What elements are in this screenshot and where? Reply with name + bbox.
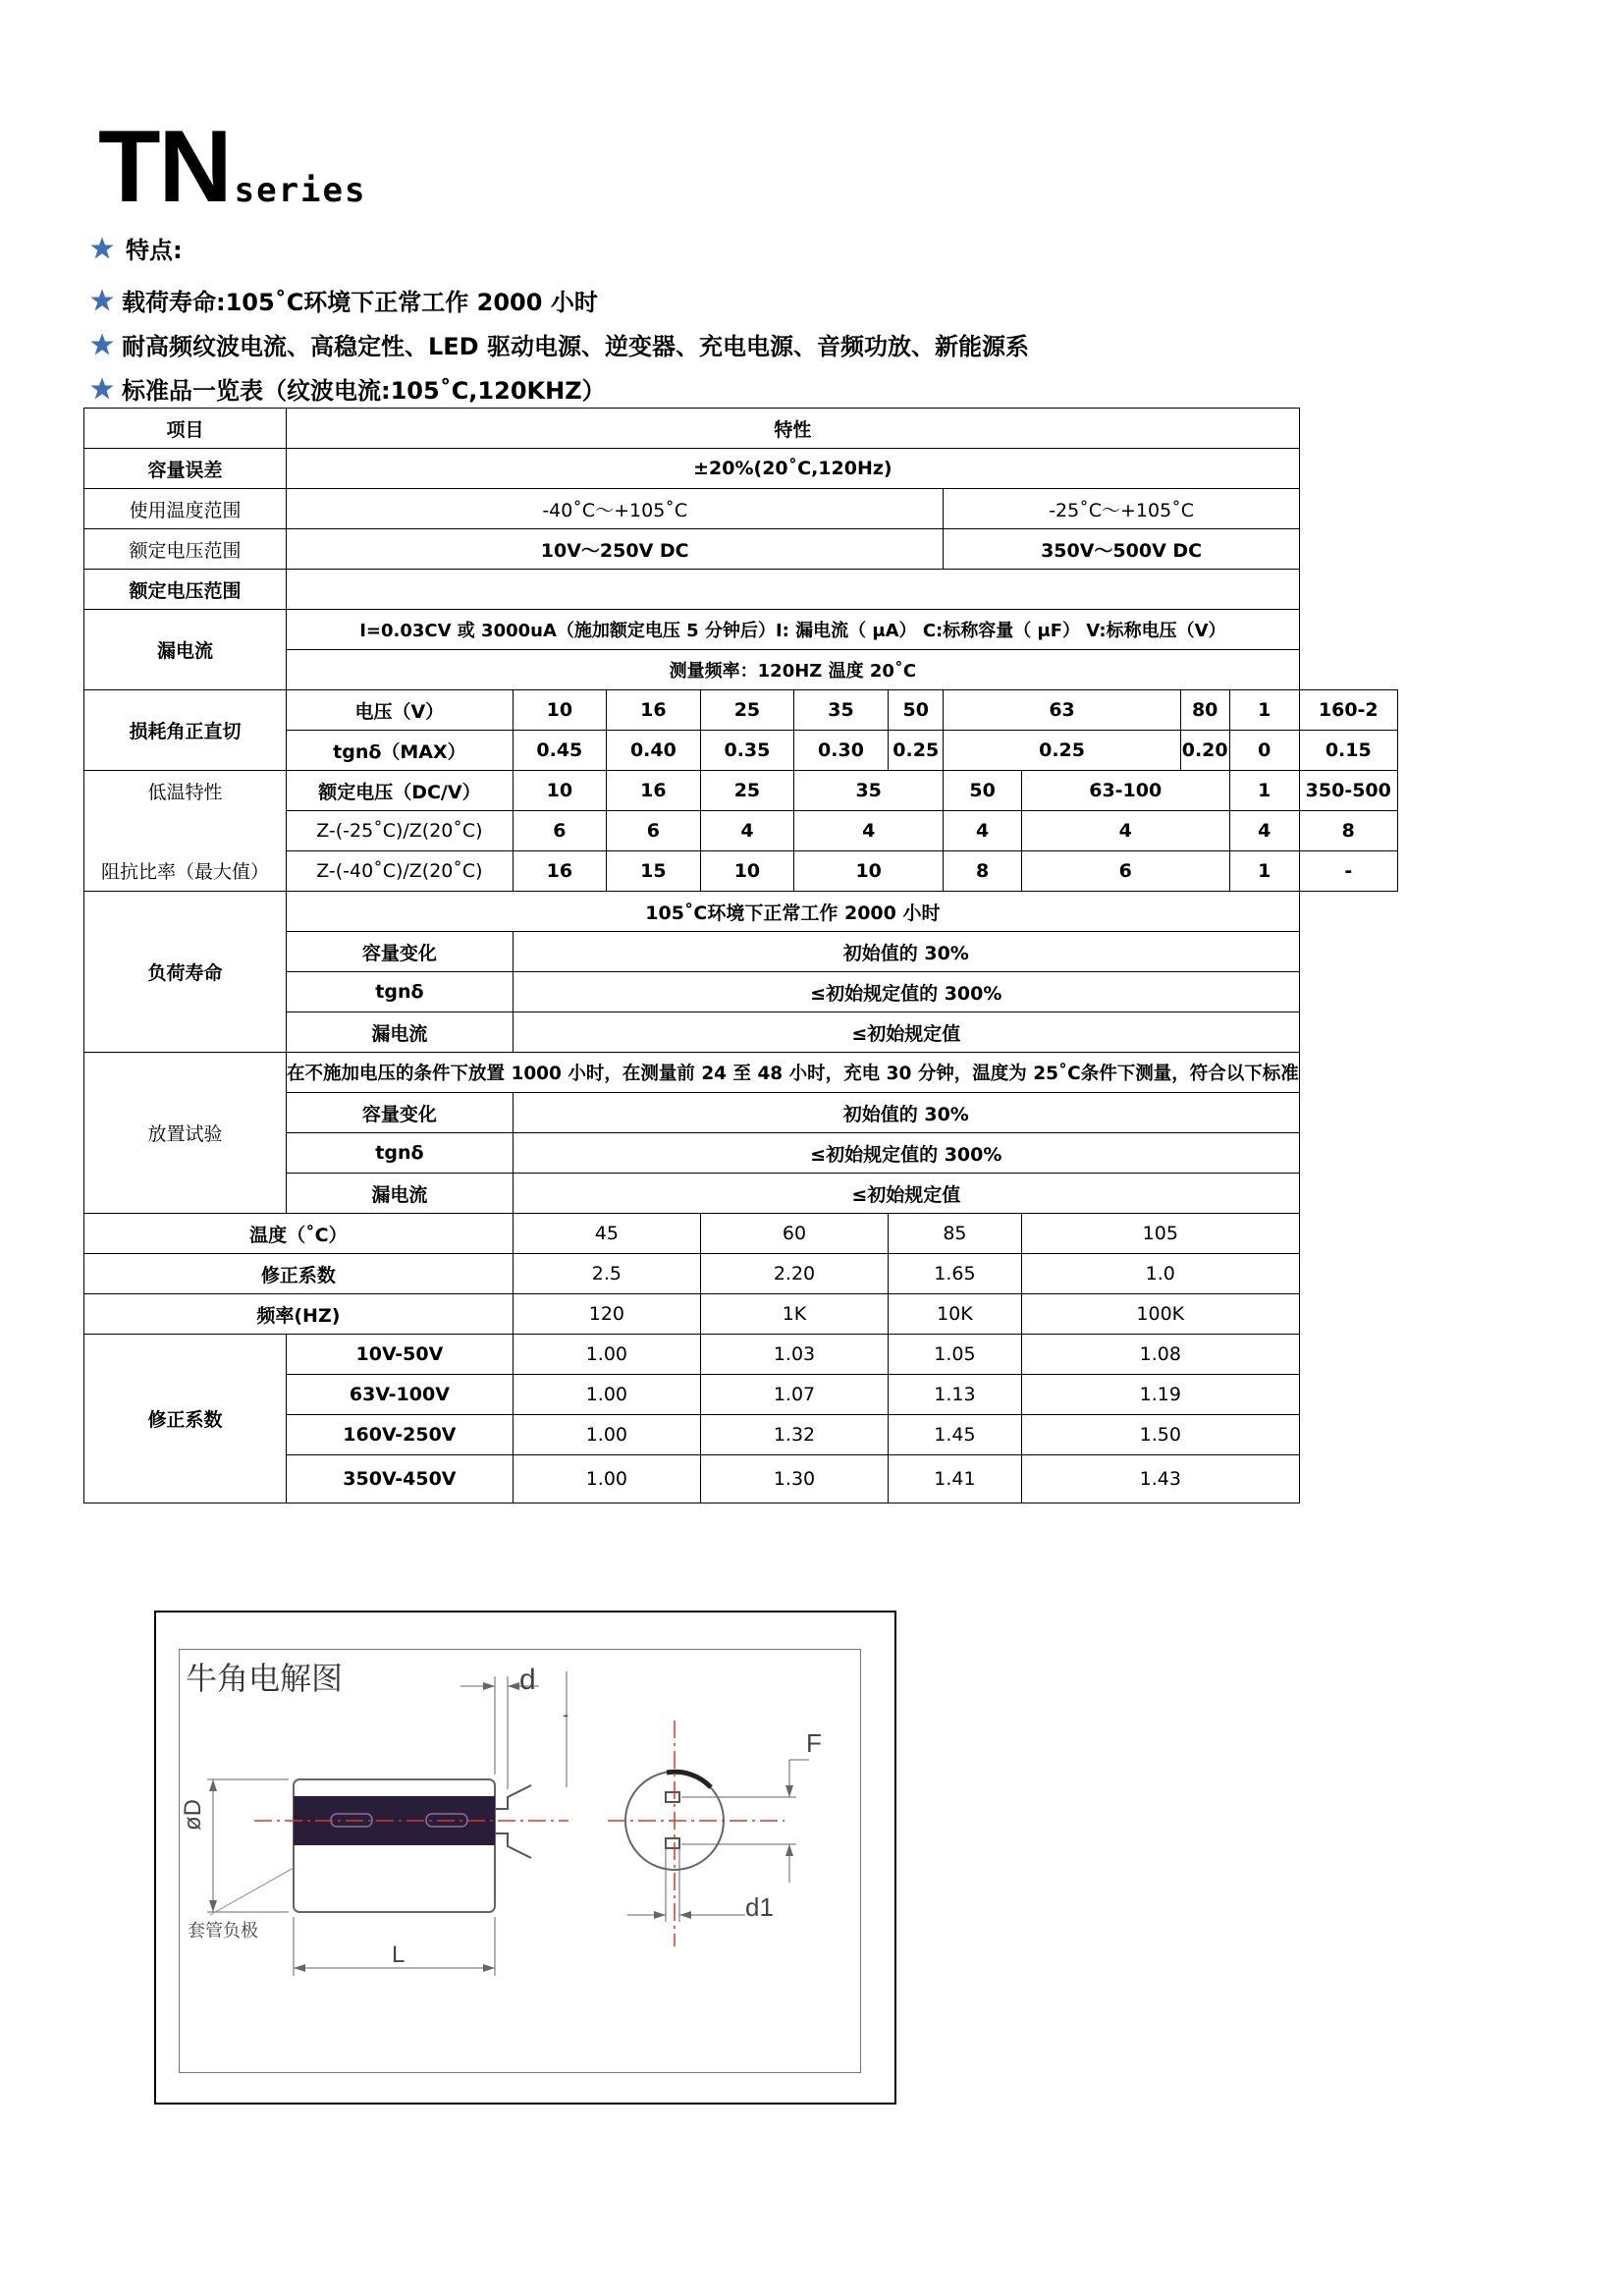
- series-suffix: series: [234, 171, 367, 210]
- table-cell: ±20%(20˚C,120Hz): [287, 449, 1300, 489]
- dim-label-phiD: øD: [180, 1799, 206, 1831]
- table-cell: 电压（V）: [287, 690, 514, 731]
- table-cell: 0.35: [700, 731, 793, 771]
- terminal-lead: [495, 1785, 531, 1809]
- table-cell: 10V-50V: [287, 1335, 514, 1375]
- table-cell: ≤初始规定值的 300%: [513, 1133, 1299, 1174]
- table-cell: 15: [606, 851, 700, 892]
- table-cell: 1.03: [700, 1335, 888, 1375]
- table-cell: 120: [513, 1294, 700, 1335]
- header-char: 特性: [287, 409, 1300, 449]
- table-cell: 100K: [1021, 1294, 1299, 1335]
- table-cell: -: [1299, 851, 1397, 892]
- table-row: [84, 610, 1398, 650]
- table-cell: 容量误差: [84, 449, 287, 489]
- table-cell: 1.43: [1021, 1455, 1299, 1503]
- terminal-lead: [495, 1833, 531, 1858]
- table-cell: 漏电流: [287, 1174, 514, 1214]
- table-cell: [84, 811, 287, 851]
- table-cell: [287, 570, 1300, 610]
- table-cell: 1.19: [1021, 1375, 1299, 1415]
- table-cell: 25: [700, 771, 793, 811]
- table-cell: 在不施加电压的条件下放置 1000 小时，在测量前 24 至 48 小时，充电 30 分钟，温度为 25˚C条件下测量，符合以下标准: [287, 1053, 1300, 1093]
- table-cell: 35: [793, 690, 888, 731]
- table-cell: 容量变化: [287, 932, 514, 972]
- table-row: [84, 449, 1398, 489]
- table-cell: 45: [513, 1214, 700, 1254]
- table-cell: 1.07: [700, 1375, 888, 1415]
- table-row: [84, 489, 1398, 529]
- table-cell: 4: [944, 811, 1021, 851]
- table-row: [84, 851, 1398, 892]
- table-cell: 63V-100V: [287, 1375, 514, 1415]
- terminal-pad: [666, 1838, 679, 1848]
- table-cell: ≤初始规定值: [513, 1174, 1299, 1214]
- table-cell: 1: [1229, 851, 1299, 892]
- star-icon: [88, 287, 116, 314]
- table-cell: tgnδ: [287, 972, 514, 1012]
- header-item: 项目: [84, 409, 287, 449]
- table-cell: 初始值的 30%: [513, 932, 1299, 972]
- table-cell: 10V～250V DC: [287, 529, 944, 570]
- table-cell: 修正系数: [84, 1335, 287, 1503]
- table-cell: 1.00: [513, 1335, 700, 1375]
- table-cell: 4: [1229, 811, 1299, 851]
- table-cell: 1.45: [889, 1415, 1022, 1455]
- table-cell: 1.05: [889, 1335, 1022, 1375]
- star-icon: [88, 375, 116, 403]
- table-cell: 额定电压范围: [84, 570, 287, 610]
- table-cell: 350V-450V: [287, 1455, 514, 1503]
- table-cell: 4: [1021, 811, 1229, 851]
- table-cell: 阻抗比率（最大值）: [84, 851, 287, 892]
- table-cell: 350-500: [1299, 771, 1397, 811]
- table-row: [84, 1053, 1398, 1093]
- table-cell: 温度（˚C）: [84, 1214, 514, 1254]
- table-cell: 1: [1229, 771, 1299, 811]
- table-cell: 4: [793, 811, 943, 851]
- table-cell: 80: [1180, 690, 1229, 731]
- star-icon: [88, 235, 116, 262]
- table-row: [84, 771, 1398, 811]
- terminal-pad: [666, 1792, 679, 1802]
- table-cell: 8: [944, 851, 1021, 892]
- table-row: [84, 1254, 1398, 1294]
- feature-item: 耐高频纹波电流、高稳定性、LED 驱动电源、逆变器、充电电源、音频功放、新能源系: [88, 327, 1029, 361]
- table-cell: 0.40: [606, 731, 700, 771]
- table-cell: 85: [889, 1214, 1022, 1254]
- table-cell: 16: [606, 771, 700, 811]
- table-cell: 0.25: [889, 731, 944, 771]
- table-cell: 低温特性: [84, 771, 287, 811]
- table-cell: tgnδ: [287, 1133, 514, 1174]
- figure-title: 牛角电解图: [186, 1660, 344, 1697]
- table-cell: 1.00: [513, 1455, 700, 1503]
- table-cell: -40˚C～+105˚C: [287, 489, 944, 529]
- table-row: [84, 811, 1398, 851]
- table-cell: 350V～500V DC: [944, 529, 1299, 570]
- table-cell: 10K: [889, 1294, 1022, 1335]
- table-cell: 35: [793, 771, 943, 811]
- table-cell: 10: [793, 851, 943, 892]
- table-row: [84, 1214, 1398, 1254]
- table-cell: 16: [513, 851, 606, 892]
- table-cell: 1.32: [700, 1415, 888, 1455]
- table-cell: 1.65: [889, 1254, 1022, 1294]
- table-cell: 16: [606, 690, 700, 731]
- table-cell: 1.41: [889, 1455, 1022, 1503]
- table-cell: 修正系数: [84, 1254, 514, 1294]
- table-cell: 25: [700, 690, 793, 731]
- table-cell: 105˚C环境下正常工作 2000 小时: [287, 892, 1300, 932]
- table-cell: 1.08: [1021, 1335, 1299, 1375]
- table-cell: 初始值的 30%: [513, 1093, 1299, 1133]
- table-cell: 1.13: [889, 1375, 1022, 1415]
- dim-label-F: F: [806, 1728, 822, 1758]
- table-cell: 8: [1299, 811, 1397, 851]
- table-cell: 0.15: [1299, 731, 1397, 771]
- table-row: [84, 529, 1398, 570]
- table-cell: 4: [700, 811, 793, 851]
- table-cell: 损耗角正直切: [84, 690, 287, 771]
- table-cell: 0.25: [944, 731, 1180, 771]
- table-cell: 容量变化: [287, 1093, 514, 1133]
- table-cell: 6: [1021, 851, 1229, 892]
- table-cell: ≤初始规定值的 300%: [513, 972, 1299, 1012]
- table-cell: 1.00: [513, 1375, 700, 1415]
- star-icon: [88, 331, 116, 358]
- capacitor-figure: [154, 1611, 896, 2105]
- dim-label-L: L: [392, 1941, 406, 1968]
- table-cell: 6: [606, 811, 700, 851]
- table-row: [84, 409, 1398, 449]
- spec-table: [83, 408, 1398, 1503]
- feature-item: 载荷寿命:105˚C环境下正常工作 2000 小时: [88, 283, 598, 317]
- table-cell: 1K: [700, 1294, 888, 1335]
- sleeve-label: 套管负极: [188, 1921, 258, 1941]
- table-row: [84, 690, 1398, 731]
- table-cell: 负荷寿命: [84, 892, 287, 1053]
- table-cell: 漏电流: [287, 1012, 514, 1053]
- series-name: TN: [98, 110, 231, 224]
- table-cell: 50: [944, 771, 1021, 811]
- table-row: [84, 1335, 1398, 1375]
- table-cell: 10: [700, 851, 793, 892]
- dim-label-dash: -: [563, 1705, 568, 1724]
- table-cell: 使用温度范围: [84, 489, 287, 529]
- table-cell: 漏电流: [84, 610, 287, 690]
- table-cell: 0.45: [513, 731, 606, 771]
- table-cell: 10: [513, 690, 606, 731]
- table-cell: 160V-250V: [287, 1415, 514, 1455]
- table-cell: 10: [513, 771, 606, 811]
- dim-label-d: d: [519, 1664, 536, 1696]
- table-cell: 63-100: [1021, 771, 1229, 811]
- table-row: [84, 892, 1398, 932]
- table-cell: ≤初始规定值: [513, 1012, 1299, 1053]
- table-cell: Z-(-40˚C)/Z(20˚C): [287, 851, 514, 892]
- table-cell: 63: [944, 690, 1180, 731]
- table-cell: 1.0: [1021, 1254, 1299, 1294]
- table-cell: 1.50: [1021, 1415, 1299, 1455]
- table-cell: 1.00: [513, 1415, 700, 1455]
- table-cell: 160-2: [1299, 690, 1397, 731]
- table-cell: 50: [889, 690, 944, 731]
- table-cell: 1.30: [700, 1455, 888, 1503]
- table-cell: -25˚C～+105˚C: [944, 489, 1299, 529]
- table-cell: 放置试验: [84, 1053, 287, 1214]
- table-cell: 2.5: [513, 1254, 700, 1294]
- table-cell: 测量频率：120HZ 温度 20˚C: [287, 650, 1300, 690]
- table-cell: 105: [1021, 1214, 1299, 1254]
- table-row: [84, 570, 1398, 610]
- table-cell: Z-(-25˚C)/Z(20˚C): [287, 811, 514, 851]
- table-cell: 0.20: [1180, 731, 1229, 771]
- table-row: [84, 1294, 1398, 1335]
- table-cell: 6: [513, 811, 606, 851]
- table-cell: 0: [1229, 731, 1299, 771]
- feature-item: 标准品一览表（纹波电流:105˚C,120KHZ）: [88, 371, 606, 406]
- table-cell: 0.30: [793, 731, 888, 771]
- table-cell: 额定电压（DC/V）: [287, 771, 514, 811]
- table-cell: 1: [1229, 690, 1299, 731]
- dim-label-d1: d1: [745, 1892, 774, 1922]
- page-title: [98, 110, 367, 224]
- feature-item: 特点:: [88, 231, 183, 265]
- table-cell: tgnδ（MAX）: [287, 731, 514, 771]
- table-cell: 2.20: [700, 1254, 888, 1294]
- table-cell: 60: [700, 1214, 888, 1254]
- table-cell: 额定电压范围: [84, 529, 287, 570]
- table-cell: 频率(HZ): [84, 1294, 514, 1335]
- table-cell: I=0.03CV 或 3000uA（施加额定电压 5 分钟后）I: 漏电流（ μA） C:标称容量（ μF） V:标称电压（V）: [287, 610, 1300, 650]
